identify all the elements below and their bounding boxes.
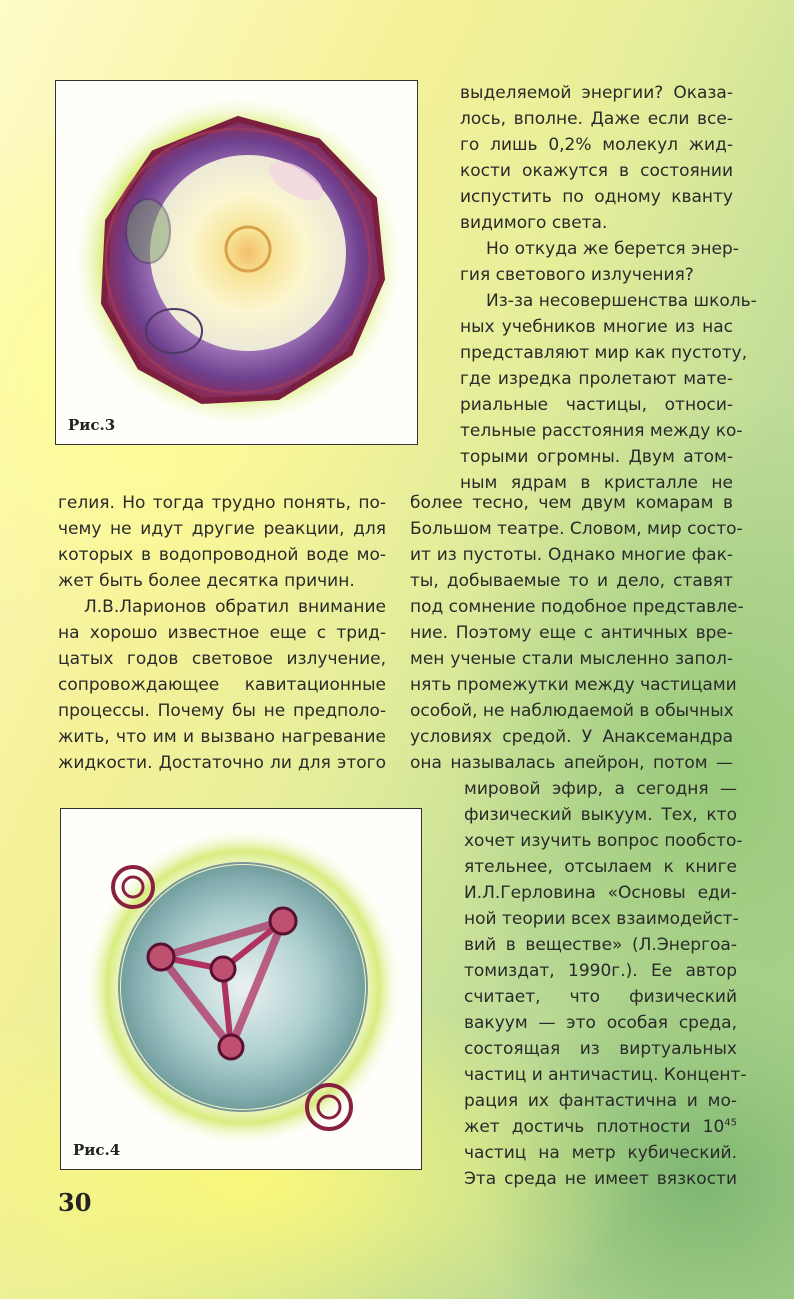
text-line: гия светового излучения? — [460, 265, 694, 285]
text-line: на хорошо известное еще с трид- — [58, 623, 386, 643]
text-line: условиях средой. У Анаксемандра — [410, 727, 733, 747]
text-line: сопровождающее кавитационные — [58, 675, 386, 695]
text-line: торыми огромны. Двум атом- — [460, 447, 733, 467]
text-line: она называлась апейрон, потом — — [410, 753, 733, 773]
text-line: под сомнение подобное представле- — [410, 597, 744, 617]
text-line-content: жет достичь плотности 10 — [464, 1117, 725, 1137]
text-line: Из-за несовершенства школь- — [486, 291, 757, 311]
text-line: Эта среда не имеет вязкости — [464, 1169, 737, 1189]
text-line: ние. Поэтому еще с античных вре- — [410, 623, 733, 643]
text-line: лось, вполне. Даже если все- — [460, 109, 733, 129]
figure-3-illustration — [56, 81, 416, 443]
text-line: чему не идут другие реакции, для — [58, 519, 386, 539]
text-line: рация их фантастична и мо- — [464, 1091, 737, 1111]
left-column — [58, 490, 386, 776]
right-column-middle — [410, 490, 744, 776]
text-line: считает, что физический — [464, 987, 737, 1007]
text-line: Но откуда же берется энер- — [486, 239, 739, 259]
figure-4-illustration — [61, 809, 420, 1168]
text-line: видимого света. — [460, 213, 608, 233]
text-line: ит из пустоты. Однако многие фак- — [410, 545, 733, 565]
text-line: представляют мир как пустоту, — [460, 343, 748, 363]
text-line: ты, добываемые то и дело, ставят — [410, 571, 733, 591]
text-line: процессы. Почему бы не предполо- — [58, 701, 386, 721]
text-line: физический выкуум. Тех, кто — [464, 805, 737, 825]
text-line: выделяемой энергии? Оказа- — [460, 83, 733, 103]
right-column-top — [460, 80, 757, 496]
text-line: более тесно, чем двум комарам в — [410, 493, 733, 513]
right-column-bottom — [464, 776, 747, 1192]
text-line: Большом театре. Словом, мир состо- — [410, 519, 743, 539]
text-line: состоящая из виртуальных — [464, 1039, 737, 1059]
text-line: частиц на метр кубический. — [464, 1143, 737, 1163]
figure-3-caption: Рис.3 — [68, 416, 116, 434]
text-line: ных учебников многие из нас — [460, 317, 733, 337]
text-line: ятельнее, отсылаем к книге — [464, 857, 737, 877]
text-line: томиздат, 1990г.). Ее автор — [464, 961, 737, 981]
text-line: нять промежутки между частицами — [410, 675, 737, 695]
text-line: вий в веществе» (Л.Энергоа- — [464, 935, 737, 955]
text-line: риальные частицы, относи- — [460, 395, 733, 415]
text-line: хочет изучить вопрос пообсто- — [464, 831, 743, 851]
text-line: кости окажутся в состоянии — [460, 161, 733, 181]
blue-sphere — [121, 865, 365, 1109]
text-line: жить, что им и вызвано нагревание — [58, 727, 386, 747]
text-line: где изредка пролетают мате- — [460, 369, 733, 389]
text-line: ным ядрам в кристалле не — [460, 473, 733, 493]
text-line: жет быть более десятка причин. — [58, 571, 355, 591]
text-line: особой, не наблюдаемой в обычных — [410, 701, 734, 721]
text-line: мен ученые стали мысленно запол- — [410, 649, 733, 669]
text-line: И.Л.Герловина «Основы еди- — [464, 883, 737, 903]
text-line: го лишь 0,2% молекул жид- — [460, 135, 733, 155]
density-exponent: 45 — [724, 1117, 737, 1129]
text-line: вакуум — это особая среда, — [464, 1013, 737, 1033]
text-line: гелия. Но тогда трудно понять, по- — [58, 493, 386, 513]
text-line — [464, 1114, 737, 1140]
text-line: мировой эфир, а сегодня — — [464, 779, 737, 799]
figure-4 — [60, 808, 422, 1170]
page-number: 30 — [58, 1188, 92, 1217]
text-line: ной теории всех взаимодейст- — [464, 909, 739, 929]
figure-4-caption: Рис.4 — [73, 1141, 121, 1159]
text-line: тельные расстояния между ко- — [460, 421, 743, 441]
text-line: цатых годов световое излучение, — [58, 649, 386, 669]
text-line: испустить по одному кванту — [460, 187, 733, 207]
text-line: Л.В.Ларионов обратил внимание — [84, 597, 386, 617]
text-line: частиц и античастиц. Концент- — [464, 1065, 747, 1085]
figure-3 — [55, 80, 418, 445]
text-line: которых в водопроводной воде мо- — [58, 545, 386, 565]
text-line: жидкости. Достаточно ли для этого — [58, 753, 386, 773]
